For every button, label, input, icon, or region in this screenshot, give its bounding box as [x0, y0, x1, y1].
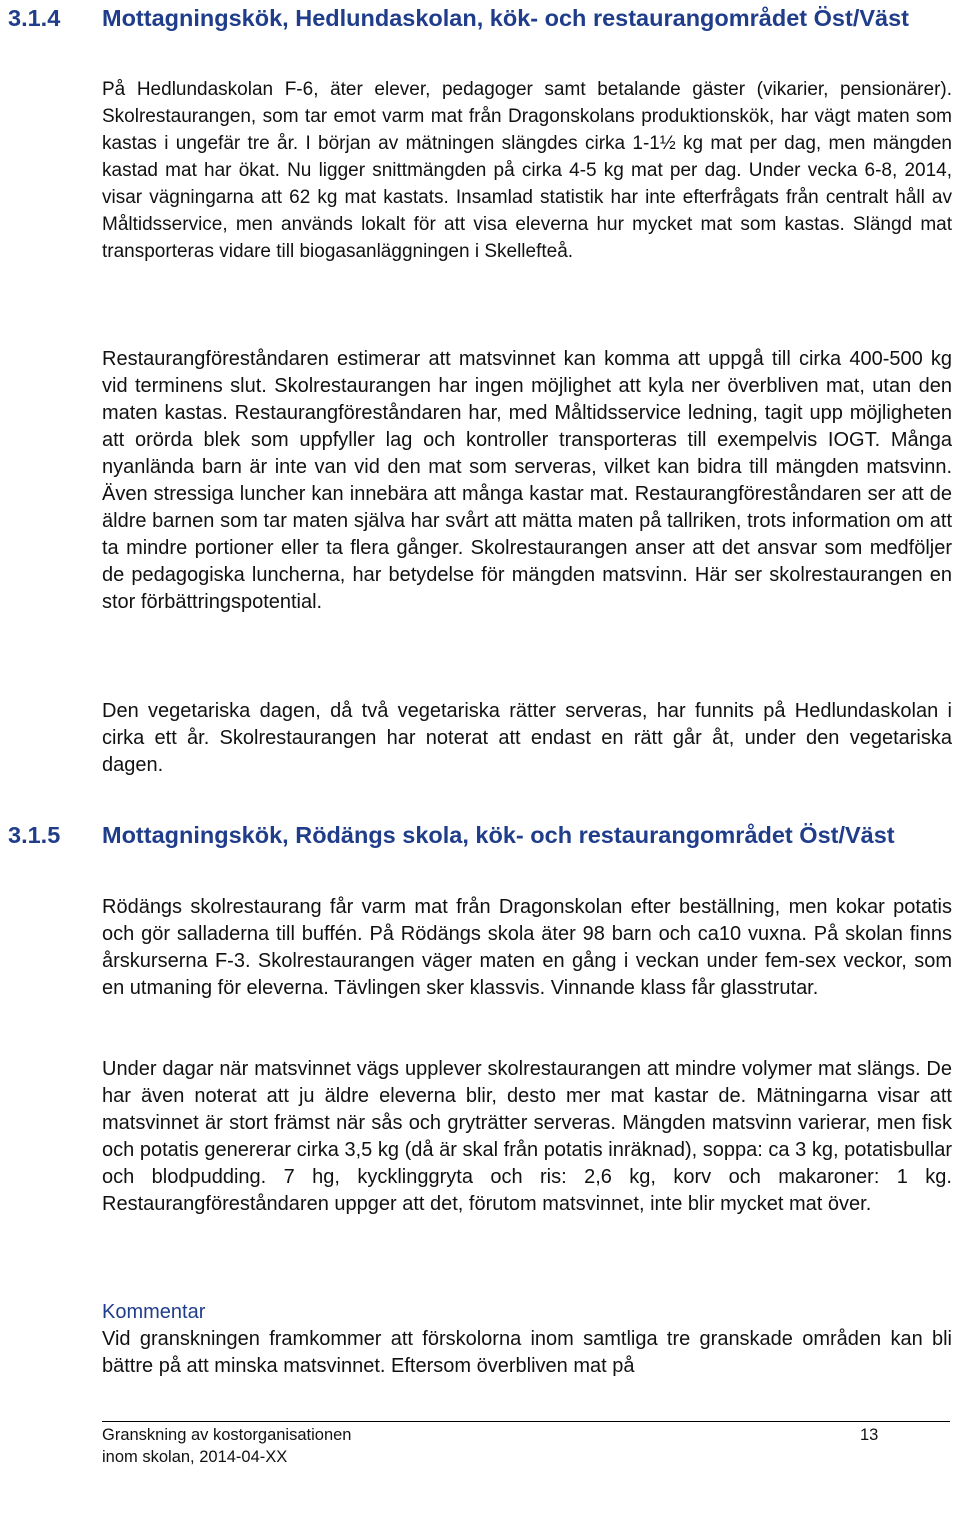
page-number: 13 [860, 1426, 879, 1444]
paragraph: Restaurangföreståndaren estimerar att matsvinnet kan komma att uppgå till cirka 400-500 kg vid terminens slut. Skolrestaurangen har ingen möjlighet att kyla ner överbliven mat, utan den maten kastas. Restaurangföreståndaren har, med Måltidsservice ledning, tagit upp möjligheten att orörda blek som uppfyller lag och kontroller transporteras till exempelvis IOGT. Många nyanlända barn är inte van vid den mat som serveras, vilket kan bidra till mängden matsvinn. Även stressiga luncher kan innebära att många kastar mat. Restaurangföreståndaren ser att de äldre barnen som tar maten själva har svårt att mätta maten på tallriken, trots information om att ta mindre portioner eller ta flera gånger. Skolrestaurangen anser att det ansvar som medföljer de pedagogiska luncherna, har betydelse för mängden matsvinn. Här ser skolrestaurangen en stor förbättringspotential. [102, 348, 952, 613]
paragraph: Rödängs skolrestaurang får varm mat från Dragonskolan efter beställning, men kokar potatis och gör salladerna till buffén. På Rödängs skola äter 98 barn och ca10 vuxna. På skolan finns årskurserna F-3. Skolrestaurangen väger maten en gång i veckan under fem-sex veckor, som en utmaning för eleverna. Tävlingen sker klassvis. Vinnande klass får glasstrutar. [102, 896, 952, 999]
comment-block [102, 1299, 952, 1380]
section-number: 3.1.5 [8, 822, 61, 848]
paragraph: Den vegetariska dagen, då två vegetariska rätter serveras, har funnits på Hedlundaskolan i cirka ett år. Skolrestaurangen har noterat att endast en rätt går åt, under den vegetariska dagen. [102, 700, 952, 776]
section-title: Mottagningskök, Rödängs skola, kök- och restaurangområdet Öst/Väst [102, 822, 895, 848]
comment-text: Vid granskningen framkommer att förskolorna inom samtliga tre granskade områden kan bli bättre på att minska matsvinnet. Eftersom överbliven mat på [102, 1328, 952, 1377]
comment-heading: Kommentar [102, 1301, 206, 1323]
paragraph: Under dagar när matsvinnet vägs upplever skolrestaurangen att mindre volymer mat slängs. De har även noterat att ju äldre eleverna blir, desto mer mat kastar de. Mätningarna visar att matsvinnet är stort främst när sås och gryträtter serveras. Mängden matsvinn varierar, men fisk och potatis genererar cirka 3,5 kg (då är skal från potatis inräknad), soppa: ca 3 kg, potatisbullar och blodpudding. 7 hg, kycklinggryta och ris: 2,6 kg, korv och makaroner: 1 kg. Restaurangföreståndaren uppger att det, förutom matsvinnet, inte blir mycket mat över. [102, 1058, 952, 1215]
footer-title: Granskning av kostorganisationen [102, 1426, 352, 1444]
footer-document-info [102, 1424, 351, 1468]
footer-date: inom skolan, 2014-04-XX [102, 1448, 288, 1466]
paragraph: På Hedlundaskolan F-6, äter elever, pedagoger samt betalande gäster (vikarier, pensionärer). Skolrestaurangen, som tar emot varm mat från Dragonskolans produktionskök, har vägt maten som kastas i ungefär tre år. I början av mätningen slängdes cirka 1-1½ kg mat per dag, men mängden kastad mat har ökat. Nu ligger snittmängden på cirka 4-5 kg mat per dag. Under vecka 6-8, 2014, visar vägningarna att 62 kg mat kastats. Insamlad statistik har inte efterfrågats från centralt håll av Måltidsservice, men används lokalt för att visa eleverna hur mycket mat som kastas. Slängd mat transporteras vidare till biogasanläggningen i Skellefteå. [102, 79, 952, 262]
section-title: Mottagningskök, Hedlundaskolan, kök- och restaurangområdet Öst/Väst [102, 5, 909, 31]
footer-divider [102, 1421, 950, 1422]
section-number: 3.1.4 [8, 5, 61, 31]
